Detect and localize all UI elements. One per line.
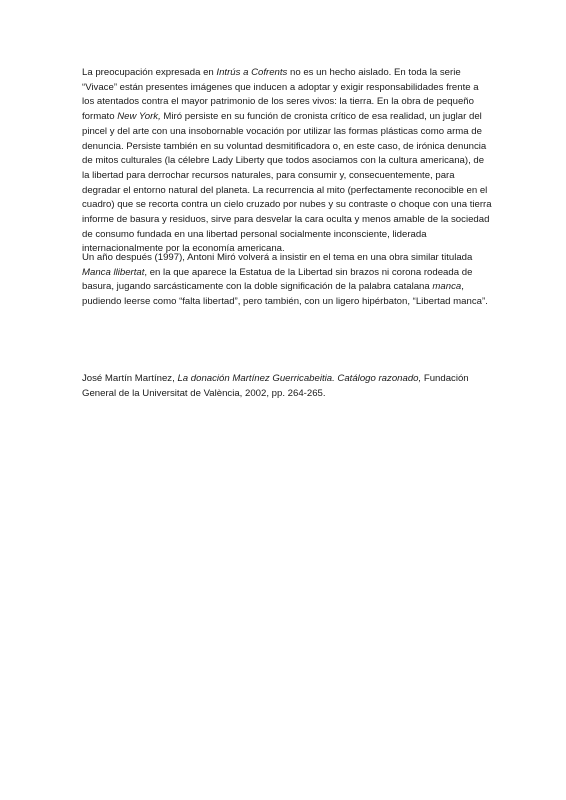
paragraph-manca-llibertat <box>82 251 492 310</box>
paragraph-2-text: Un año después (1997), Antoni Miró volverá a insistir en el tema en una obra similar titulada Manca llibertat, en la que aparece la Estatua de la Libertad sin brazos ni corona rodeada de basura, jugando sarcásticamente con la doble significación de la palabra catalana manca, pudiendo leerse como “falta libertad”, pero también, con un ligero hipérbaton, “Libertad manca”. <box>82 252 488 308</box>
title-new-york: New York, <box>117 111 161 123</box>
title-intrus-a-cofrents: Intrús a Cofrents <box>216 67 288 78</box>
paragraph-1-text: La preocupación expresada en Intrús a Cofrents no es un hecho aislado. En toda la serie “Vivace” están presentes imágenes que inducen a adoptar y exigir responsabilidades frente a los atentados contra el mayor patrimonio de los seres vivos: la tierra. En la obra de pequeño formato New York, Miró persiste en su función de cronista crítico de esa realidad, un juglar del pincel y del arte con una insobornable vocación por utilizar las formas plásticas como arma de denuncia. Persiste también en su voluntad desmitificadora o, en este caso, de irónica denuncia de mitos culturales (la célebre Lady Liberty que todos asociamos con la cultura americana), de la libertad para derrochar recursos naturales, para consumir y, consecuentemente, para degradar el entorno natural del planeta. La recurrencia al mito (perfectamente reconocible en el cuadro) que se recorta contra un cielo cruzado por nubes y su contraste o choque con una tierra informe de basura y residuos, sirve para desvelar la cara oculta y menos amable de la sociedad de consumo fundada en una libertad personal socialmente inconsciente, liderada internacionalmente por la economía americana. <box>82 67 492 255</box>
citation-book-title: La donación Martínez Guerricabeitia. Catálogo razonado, <box>177 373 422 384</box>
title-manca-llibertat: Manca llibertat <box>82 266 145 278</box>
word-manca: manca <box>432 281 462 293</box>
citation-text: José Martín Martínez, La donación Martínez Guerricabeitia. Catálogo razonado, Fundación General de la Universitat de València, 2002, pp. 264-265. <box>82 373 469 399</box>
citation <box>82 372 492 401</box>
paragraph-intrus-a-cofrents <box>82 66 492 257</box>
